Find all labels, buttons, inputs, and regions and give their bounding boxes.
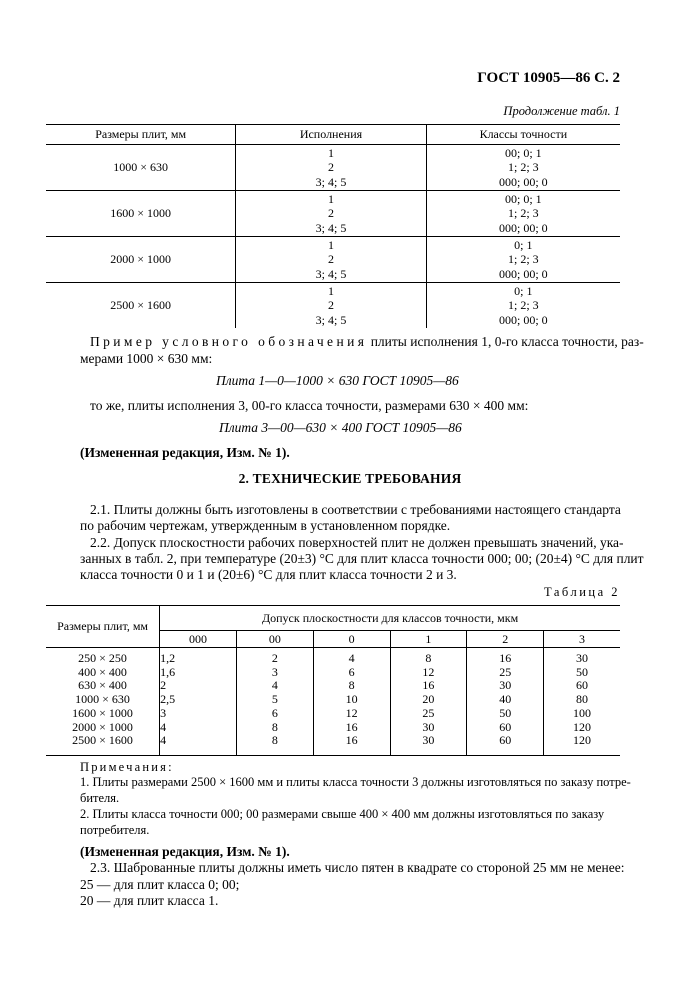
table2-values-column-2: 16 25 30 40 50 60 60 (467, 648, 544, 756)
paragraph-2-3-item-1: 25 — для плит класса 0; 00; (80, 877, 240, 892)
table2-header-group: Допуск плоскостности для классов точности, мкм (160, 606, 620, 631)
notes-title: Примечания: (80, 760, 174, 774)
table2-header-class: 1 (390, 631, 467, 648)
table-1 (46, 124, 620, 328)
table-row (46, 237, 620, 283)
table-row (46, 648, 620, 756)
table1-class-cell: 0; 1 1; 2; 3 000; 00; 0 (426, 237, 620, 283)
paragraph-2-2-line2: занных в табл. 2, при температуре (20±3) °С для плит класса точности 000; 00; (20±4) °С для плит (80, 551, 644, 566)
table1-size-cell: 2000 × 1000 (46, 237, 236, 283)
table1-version-cell: 1 2 3; 4; 5 (236, 145, 426, 191)
table2-values-column-000: 1,2 1,6 2 2,5 3 4 4 (160, 648, 237, 756)
table2-header-class: 00 (236, 631, 313, 648)
example-paragraph-line1: Пример условного обозначения плиты исполнения 1, 0-го класса точности, раз- (90, 334, 644, 349)
table-row (46, 191, 620, 237)
paragraph-2-3-item-2: 20 — для плит класса 1. (80, 893, 219, 908)
table-row (46, 283, 620, 329)
table1-header-class: Классы точности (426, 125, 620, 145)
table-2 (46, 605, 620, 756)
example-spaced-lead: Пример условного обозначения (90, 334, 368, 349)
example-formula-1: Плита 1—0—1000 × 630 ГОСТ 10905—86 (216, 373, 459, 388)
paragraph-2-2-line1: 2.2. Допуск плоскостности рабочих поверхностей плит не должен превышать значений, ука- (90, 535, 624, 550)
note-1-line2: бителя. (80, 791, 120, 805)
example-paragraph-line2: мерами 1000 × 630 мм: (80, 351, 213, 366)
table2-values-column-3: 30 50 60 80 100 120 120 (544, 648, 620, 756)
table1-class-cell: 00; 0; 1 1; 2; 3 000; 00; 0 (426, 145, 620, 191)
revision-note-2: (Измененная редакция, Изм. № 1). (80, 844, 290, 859)
table1-header-version: Исполнения (236, 125, 426, 145)
table2-header-size: Размеры плит, мм (46, 606, 160, 648)
table2-header-class: 2 (467, 631, 544, 648)
table1-size-cell: 1600 × 1000 (46, 191, 236, 237)
note-1-line1: 1. Плиты размерами 2500 × 1600 мм и плиты класса точности 3 должны изготовляться по заказу потре- (80, 775, 631, 789)
table1-size-cell: 2500 × 1600 (110, 298, 172, 313)
section-title: 2. ТЕХНИЧЕСКИЕ ТРЕБОВАНИЯ (238, 471, 462, 486)
table2-values-column-1: 8 12 16 20 25 30 30 (390, 648, 467, 756)
table2-header-class: 3 (544, 631, 620, 648)
paragraph-2-3: 2.3. Шаброванные плиты должны иметь число пятен в квадрате со стороной 25 мм не менее: (90, 860, 625, 875)
table1-class-cell: 00; 0; 1 1; 2; 3 000; 00; 0 (426, 191, 620, 237)
paragraph-2-1-line1: 2.1. Плиты должны быть изготовлены в соответствии с требованиями настоящего стандарта (90, 502, 621, 517)
table-row (46, 145, 620, 191)
note-2-line1: 2. Плиты класса точности 000; 00 размерами свыше 400 × 400 мм должны изготовляться по заказу (80, 807, 605, 821)
table1-size-cell: 1000 × 630 (46, 145, 236, 191)
table2-header-class: 0 (313, 631, 390, 648)
table1-version-cell: 1 2 3; 4; 5 (236, 283, 426, 329)
table1-version-cell: 1 2 3; 4; 5 (236, 237, 426, 283)
table2-header-class: 000 (160, 631, 237, 648)
table1-version-cell: 1 2 3; 4; 5 (236, 191, 426, 237)
document-header: ГОСТ 10905—86 С. 2 (477, 70, 620, 86)
paragraph-2-1-line2: по рабочим чертежам, утвержденным в установленном порядке. (80, 518, 451, 533)
table2-sizes-column: 250 × 250 400 × 400 630 × 400 1000 × 630 1600 × 1000 2000 × 1000 2500 × 1600 (46, 648, 160, 756)
paragraph-2-2-line3: класса точности 0 и 1 и (20±6) °С для плит класса точности 2 и 3. (80, 567, 457, 582)
note-2-line2: потребителя. (80, 823, 150, 837)
example-formula-2: Плита 3—00—630 × 400 ГОСТ 10905—86 (219, 420, 462, 435)
revision-note-1: (Измененная редакция, Изм. № 1). (80, 445, 290, 460)
table2-values-column-0: 4 6 8 10 12 16 16 (313, 648, 390, 756)
table-2-label: Таблица 2 (544, 585, 620, 599)
table-continued-label: Продолжение табл. 1 (503, 104, 620, 118)
example-paragraph-line3: то же, плиты исполнения 3, 00-го класса точности, размерами 630 × 400 мм: (90, 398, 529, 413)
table1-class-cell: 0; 1 1; 2; 3 000; 00; 0 (426, 283, 620, 329)
table2-values-column-00: 2 3 4 5 6 8 8 (236, 648, 313, 756)
table1-header-size: Размеры плит, мм (46, 125, 236, 145)
